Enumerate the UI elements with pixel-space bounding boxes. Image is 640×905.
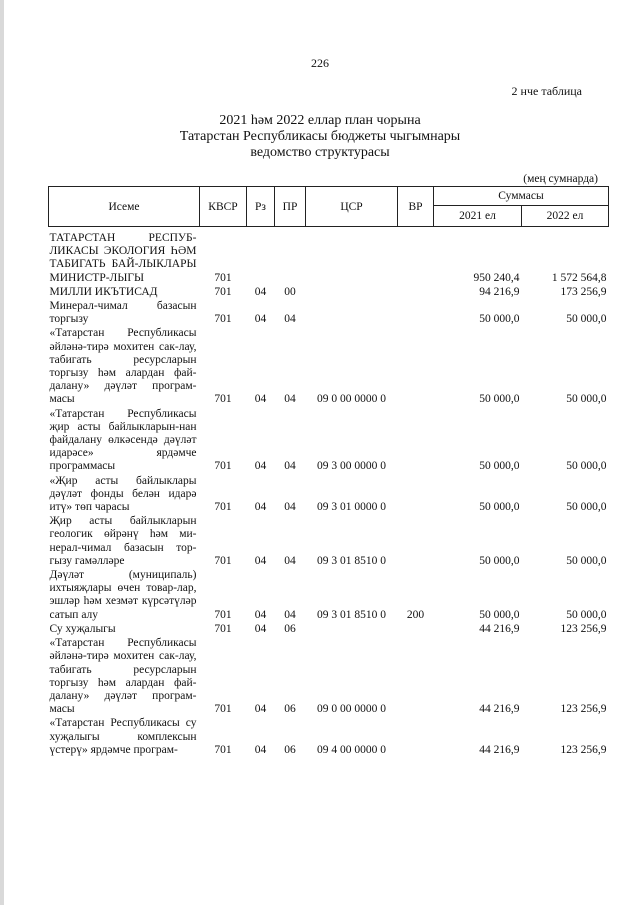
header-csr: ЦСР <box>306 187 398 227</box>
table-number-note: 2 нче таблица <box>511 84 582 98</box>
cell-pr: 06 <box>284 743 296 756</box>
cell-vr <box>398 285 434 299</box>
cell-2022: 50 000,0 <box>566 501 607 514</box>
cell-csr <box>306 227 398 285</box>
page-number: 226 <box>311 56 329 70</box>
header-vr: ВР <box>398 187 434 227</box>
cell-vr <box>398 716 434 757</box>
cell-2021: 44 216,9 <box>479 622 520 635</box>
table-row <box>49 407 609 474</box>
cell-2022: 173 256,9 <box>560 285 607 298</box>
table-row <box>49 716 609 757</box>
cell-csr: 09 0 00 0000 0 <box>317 393 386 406</box>
cell-2022: 50 000,0 <box>566 608 607 621</box>
cell-2021: 50 000,0 <box>479 313 520 326</box>
cell-name: «Татарстан Республикасы әйләнә-тирә мохитен сак-лау, табигать ресурсларын торгызу һәм алардан фай-далану» дәүләт програм-масы <box>49 637 197 716</box>
header-year-2022: 2022 ел <box>522 206 609 227</box>
cell-vr <box>398 514 434 568</box>
table-row <box>49 326 609 406</box>
cell-2022: 50 000,0 <box>566 393 607 406</box>
cell-name: МИЛЛИ ИКЪТИСАД <box>49 285 158 298</box>
table-row <box>49 568 609 622</box>
cell-rz: 04 <box>254 313 267 326</box>
table-row <box>49 299 609 326</box>
cell-pr <box>275 227 306 285</box>
cell-name: Дәүләт (муниципаль) ихтыяҗлары өчен товар-лар, эшләр һәм хезмәт күрсәтүләр сатып алу <box>49 569 197 621</box>
cell-vr <box>398 636 434 716</box>
unit-note: (мең сумнарда) <box>523 173 598 185</box>
cell-rz: 04 <box>254 501 267 514</box>
header-year-2021: 2021 ел <box>434 206 522 227</box>
cell-2021: 44 216,9 <box>479 703 520 716</box>
cell-kvsr: 701 <box>214 703 232 716</box>
table-row <box>49 622 609 636</box>
cell-2022: 1 572 564,8 <box>551 271 607 284</box>
title-line-1: 2021 һәм 2022 еллар план чорына <box>219 113 421 128</box>
cell-pr: 04 <box>284 460 296 473</box>
cell-pr: 04 <box>284 608 296 621</box>
cell-csr <box>306 285 398 299</box>
cell-name: Җир асты байлыкларын геологик өйрәнү һәм ми-нерал-чимал базасын тор-гызу гамәлләре <box>49 515 197 567</box>
cell-vr: 200 <box>406 608 425 621</box>
cell-pr: 00 <box>284 285 296 298</box>
cell-csr: 09 0 00 0000 0 <box>317 703 386 716</box>
header-sums: Суммасы <box>434 187 609 206</box>
cell-vr <box>398 474 434 515</box>
cell-vr <box>398 326 434 406</box>
title-line-2: Татарстан Республикасы бюджеты чыгымнары <box>179 129 461 144</box>
cell-kvsr: 701 <box>214 743 232 756</box>
cell-name: «Татарстан Республикасы су хуҗалыгы комплексын үстерү» ярдәмче програм- <box>49 717 197 756</box>
cell-2021: 50 000,0 <box>479 460 520 473</box>
cell-rz: 04 <box>254 743 267 756</box>
cell-pr: 06 <box>284 622 296 635</box>
document-title <box>0 113 640 161</box>
cell-csr: 09 3 00 0000 0 <box>317 460 386 473</box>
table-row <box>49 227 609 285</box>
cell-vr <box>398 622 434 636</box>
cell-vr <box>398 299 434 326</box>
header-kvsr: КВСР <box>200 187 247 227</box>
cell-rz: 04 <box>254 622 267 635</box>
cell-rz: 04 <box>254 460 267 473</box>
table-row <box>49 514 609 568</box>
cell-kvsr: 701 <box>214 393 232 406</box>
cell-kvsr: 701 <box>214 622 232 635</box>
cell-2022: 123 256,9 <box>560 703 607 716</box>
header-name: Исеме <box>49 187 200 227</box>
cell-2022: 50 000,0 <box>566 313 607 326</box>
cell-2021: 50 000,0 <box>479 501 520 514</box>
budget-table <box>48 186 609 757</box>
cell-kvsr: 701 <box>214 271 232 284</box>
cell-pr: 04 <box>284 313 296 326</box>
cell-rz: 04 <box>254 703 267 716</box>
title-line-3: ведомство структурасы <box>250 145 390 160</box>
cell-2021: 94 216,9 <box>479 285 520 298</box>
cell-2021: 44 216,9 <box>479 743 520 756</box>
cell-kvsr: 701 <box>214 501 232 514</box>
cell-name: «Татарстан Республикасы әйләнә-тирә мохитен сак-лау, табигать ресурсларын торгызу һәм алардан фай-далану» дәүләт програм-масы <box>49 327 197 406</box>
table-body <box>49 227 609 757</box>
header-pr: ПР <box>275 187 306 227</box>
cell-rz: 04 <box>254 393 267 406</box>
cell-vr <box>398 407 434 474</box>
cell-kvsr: 701 <box>214 608 232 621</box>
cell-2021: 950 240,4 <box>473 271 520 284</box>
cell-name: «Җир асты байлыклары дәүләт фонды белән идарә итү» төп чарасы <box>49 474 197 514</box>
cell-name: Минерал-чимал базасын торгызу <box>49 300 197 326</box>
table-row <box>49 285 609 299</box>
cell-rz: 04 <box>254 608 267 621</box>
cell-csr: 09 4 00 0000 0 <box>317 743 386 756</box>
cell-vr <box>398 227 434 285</box>
cell-kvsr: 701 <box>214 460 232 473</box>
cell-rz: 04 <box>254 554 267 567</box>
cell-2021: 50 000,0 <box>479 393 520 406</box>
cell-2022: 50 000,0 <box>566 460 607 473</box>
cell-rz <box>247 227 275 285</box>
cell-csr: 09 3 01 8510 0 <box>317 554 386 567</box>
cell-pr: 04 <box>284 554 296 567</box>
cell-2021: 50 000,0 <box>479 554 520 567</box>
cell-kvsr: 701 <box>214 313 232 326</box>
cell-2022: 50 000,0 <box>566 554 607 567</box>
table-row <box>49 474 609 515</box>
cell-pr: 06 <box>284 703 296 716</box>
header-rz: Рз <box>247 187 275 227</box>
cell-kvsr: 701 <box>214 285 232 298</box>
cell-csr <box>306 299 398 326</box>
cell-2022: 123 256,9 <box>560 622 607 635</box>
table-row <box>49 636 609 716</box>
cell-csr: 09 3 01 8510 0 <box>317 608 386 621</box>
cell-2022: 123 256,9 <box>560 743 607 756</box>
cell-pr: 04 <box>284 501 296 514</box>
cell-2021: 50 000,0 <box>479 608 520 621</box>
cell-csr: 09 3 01 0000 0 <box>317 501 386 514</box>
cell-name: Су хуҗалыгы <box>49 622 116 635</box>
cell-name: ТАТАРСТАН РЕСПУБ-ЛИКАСЫ ЭКОЛОГИЯ ҺӘМ ТАБИГАТЬ БАЙ-ЛЫКЛАРЫ МИНИСТР-ЛЫГЫ <box>49 232 197 284</box>
cell-pr: 04 <box>284 393 296 406</box>
cell-rz: 04 <box>254 285 267 298</box>
cell-kvsr: 701 <box>214 554 232 567</box>
cell-csr <box>306 622 398 636</box>
cell-name: «Татарстан Республикасы җир асты байлыкларын-нан файдалану өлкәсендә дәүләт идарәсе» ярдәмче программасы <box>49 407 197 473</box>
